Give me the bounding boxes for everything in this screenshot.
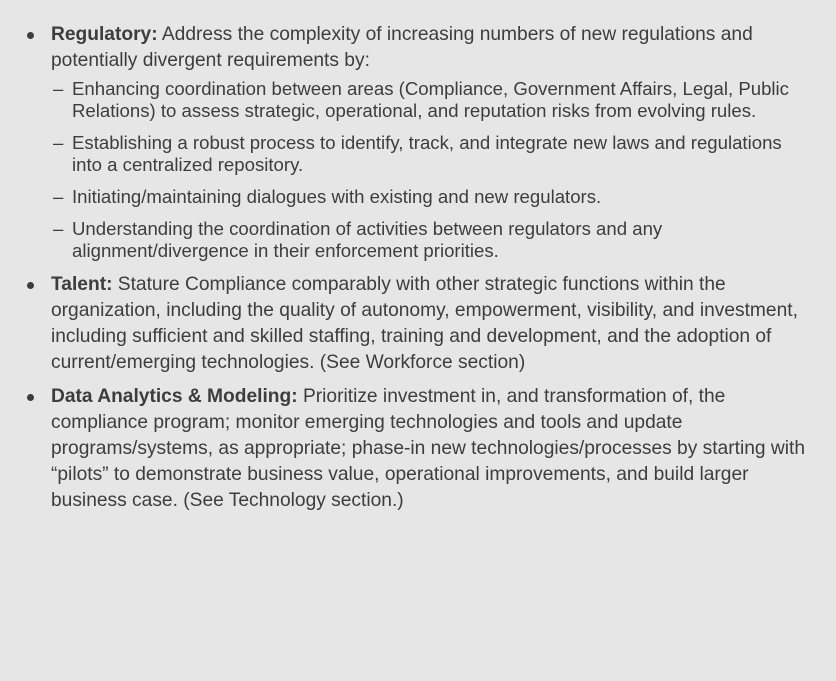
dash-icon: – xyxy=(53,218,64,239)
bullet-text: Address the complexity of increasing numbers of new regulations and potentially divergent requirements by: xyxy=(51,24,753,71)
sub-item xyxy=(51,218,814,262)
bullet-text: Prioritize investment in, and transformation of, the compliance program; monitor emerging technologies and tools and update programs/systems, as appropriate; phase-in new technologies/processes by starting with “pilots” to demonstrate business value, operational improvements, and build larger business case. (See Technology section.) xyxy=(51,386,806,511)
bullet-dot-icon xyxy=(27,394,34,401)
sub-item-text: Enhancing coordination between areas (Compliance, Government Affairs, Legal, Public Relations) to assess strategic, operational, and reputation risks from evolving rules. xyxy=(72,78,789,121)
bullet-dot-icon xyxy=(27,282,34,289)
sub-item xyxy=(51,186,814,208)
bullet-dot-icon xyxy=(27,32,34,39)
sub-item xyxy=(51,132,814,176)
sub-item-text: Understanding the coordination of activities between regulators and any alignment/divergence in their enforcement priorities. xyxy=(72,218,663,261)
sub-item xyxy=(51,78,814,122)
sub-item-text: Initiating/maintaining dialogues with existing and new regulators. xyxy=(72,186,602,207)
bullet-text: Stature Compliance comparably with other strategic functions within the organization, including the quality of autonomy, empowerment, visibility, and investment, including sufficient and skilled staffing, training and development, and the adoption of current/emerging technologies. (See Workforce section) xyxy=(51,274,798,373)
sub-item-text: Establishing a robust process to identify, track, and integrate new laws and regulations into a centralized repository. xyxy=(72,132,782,175)
recommendation-list xyxy=(0,22,814,514)
regulatory-sublist xyxy=(51,78,814,262)
bullet-data-analytics xyxy=(0,384,814,514)
bullet-lead: Talent: xyxy=(51,274,113,295)
dash-icon: – xyxy=(53,132,64,153)
bullet-regulatory xyxy=(0,22,814,262)
bullet-lead: Regulatory: xyxy=(51,24,158,45)
dash-icon: – xyxy=(53,186,64,207)
bullet-talent xyxy=(0,272,814,376)
dash-icon: – xyxy=(53,78,64,99)
bullet-lead: Data Analytics & Modeling: xyxy=(51,386,298,407)
